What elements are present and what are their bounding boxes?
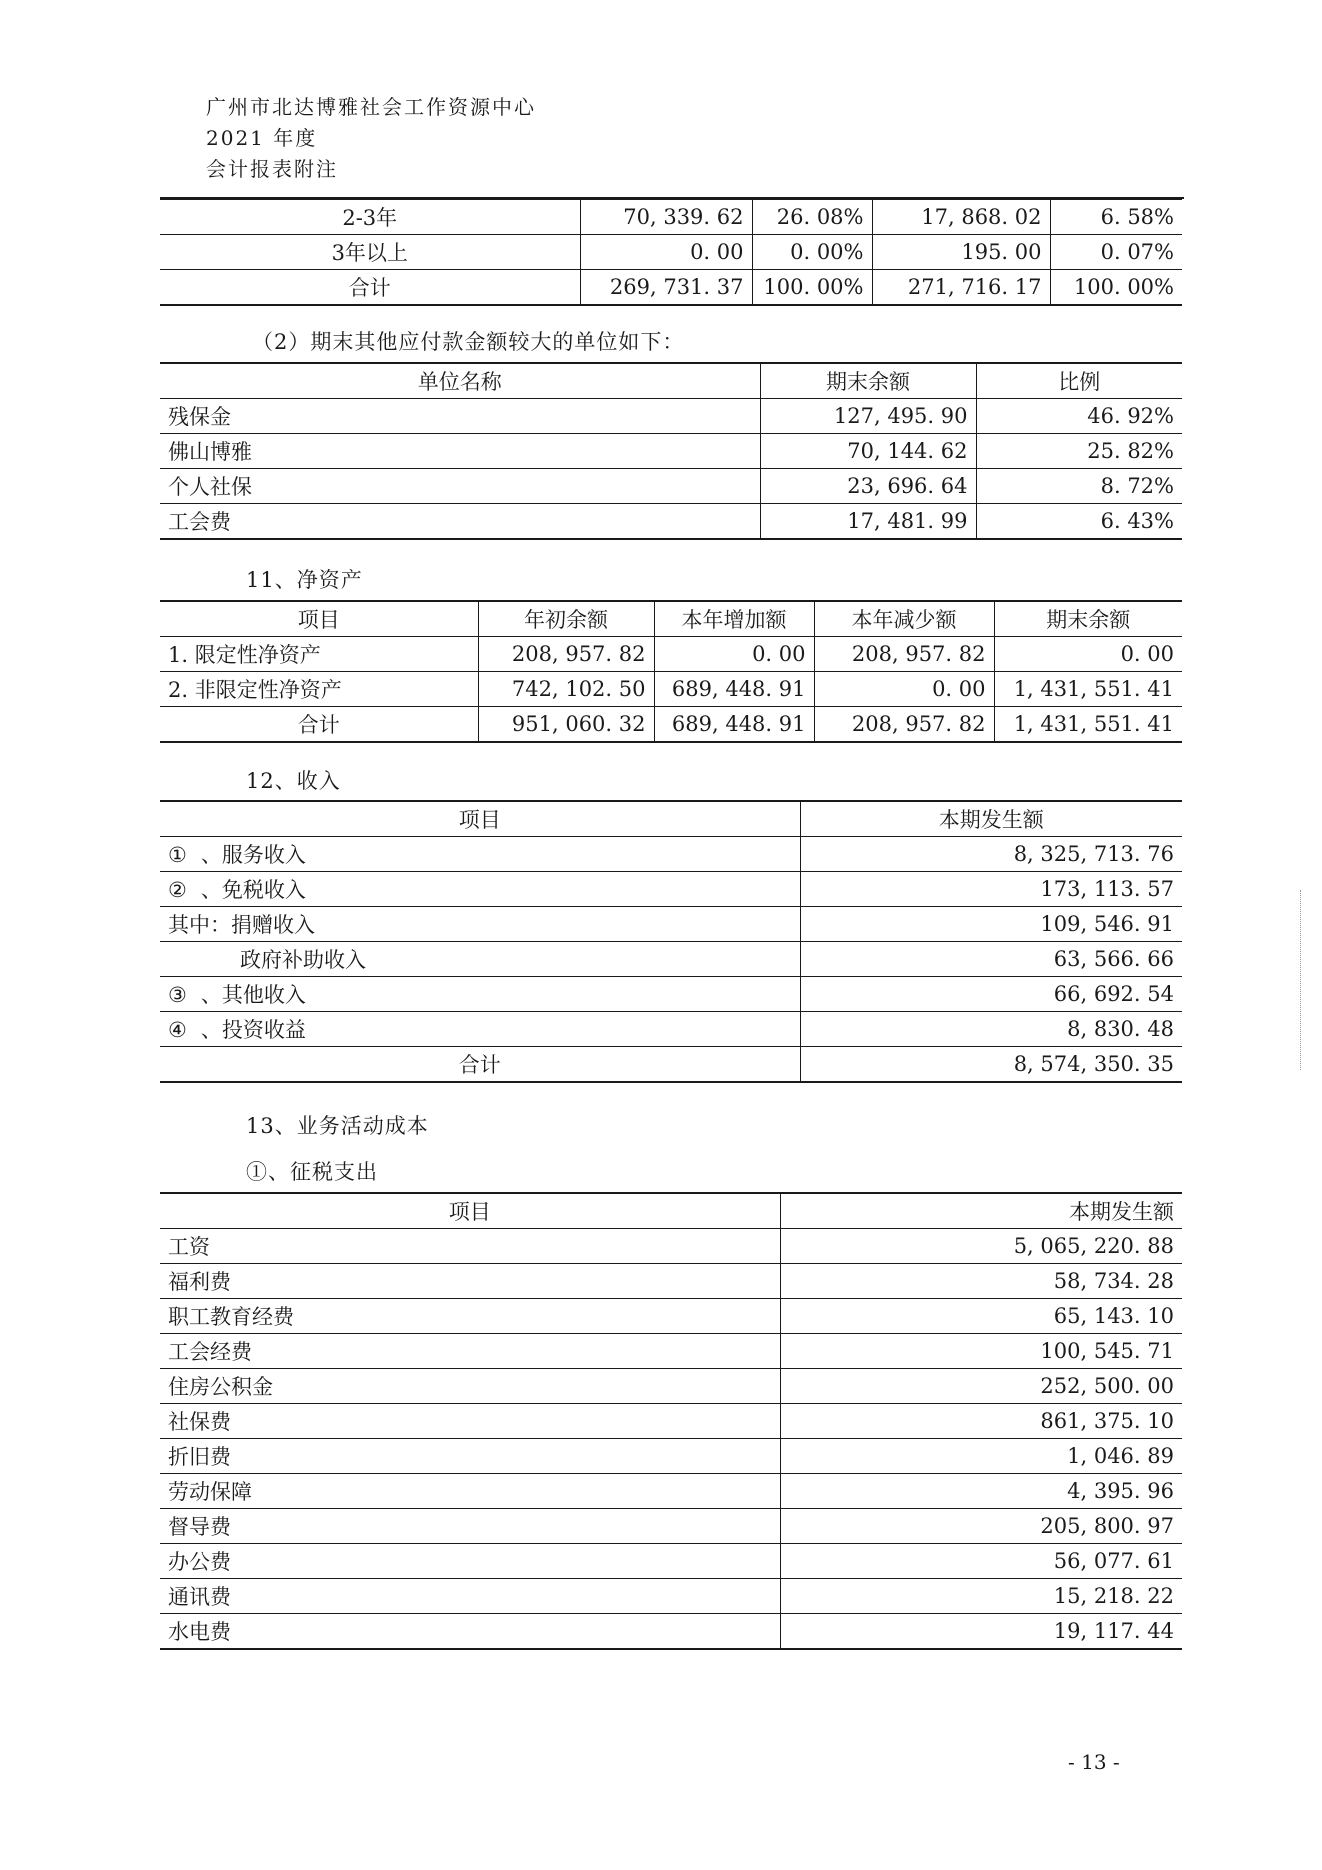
circled-number-3: ③ — [168, 983, 187, 1007]
costs-table — [160, 1192, 1182, 1650]
table-header-row: 项目 本期发生额 — [160, 801, 1182, 837]
income-table — [160, 800, 1182, 1083]
document-header — [206, 92, 536, 185]
table-row: 3年以上 0. 00 0. 00% 195. 00 0. 07% — [160, 235, 1182, 270]
table-row: 通讯费 15, 218. 22 — [160, 1579, 1182, 1614]
table-row: 工会费 17, 481. 99 6. 43% — [160, 504, 1182, 540]
table-row: 劳动保障 4, 395. 96 — [160, 1474, 1182, 1509]
aging-table — [160, 199, 1182, 306]
table-row: 水电费 19, 117. 44 — [160, 1614, 1182, 1650]
table-total-row: 合计 269, 731. 37 100. 00% 271, 716. 17 100. 00% — [160, 270, 1182, 306]
circled-number-4: ④ — [168, 1018, 187, 1042]
table-header-row: 项目 年初余额 本年增加额 本年减少额 期末余额 — [160, 601, 1182, 637]
income-heading: 12、收入 — [246, 769, 341, 793]
table-row: 2. 非限定性净资产 742, 102. 50 689, 448. 91 0. 00 1, 431, 551. 41 — [160, 672, 1182, 707]
table-row: 工资 5, 065, 220. 88 — [160, 1229, 1182, 1264]
table-row: 个人社保 23, 696. 64 8. 72% — [160, 469, 1182, 504]
table-total-row: 合计 8, 574, 350. 35 — [160, 1047, 1182, 1083]
table-row: 折旧费 1, 046. 89 — [160, 1439, 1182, 1474]
table-row: 住房公积金 252, 500. 00 — [160, 1369, 1182, 1404]
table-row: 政府补助收入 63, 566. 66 — [160, 942, 1182, 977]
table-row: 残保金 127, 495. 90 46. 92% — [160, 399, 1182, 434]
table-row: 1. 限定性净资产 208, 957. 82 0. 00 208, 957. 82 0. 00 — [160, 637, 1182, 672]
table-row: 其中：捐赠收入 109, 546. 91 — [160, 907, 1182, 942]
table-row: 工会经费 100, 545. 71 — [160, 1334, 1182, 1369]
binding-margin-mark — [1300, 890, 1315, 1070]
report-year: 2021 年度 — [206, 126, 318, 150]
costs-heading: 13、业务活动成本 — [246, 1114, 429, 1138]
net-assets-table — [160, 600, 1182, 743]
table-header-row: 项目 本期发生额 — [160, 1193, 1182, 1229]
table-row: ③ 、其他收入 66, 692. 54 — [160, 977, 1182, 1012]
table-row: 职工教育经费 65, 143. 10 — [160, 1299, 1182, 1334]
table-row: 社保费 861, 375. 10 — [160, 1404, 1182, 1439]
table-row: 办公费 56, 077. 61 — [160, 1544, 1182, 1579]
payables-table — [160, 362, 1182, 540]
org-name: 广州市北达博雅社会工作资源中心 — [206, 95, 536, 119]
net-assets-heading: 11、净资产 — [246, 568, 363, 592]
table-row: 督导费 205, 800. 97 — [160, 1509, 1182, 1544]
circled-number-2: ② — [168, 878, 187, 902]
table-row: ① 、服务收入 8, 325, 713. 76 — [160, 837, 1182, 872]
doc-title: 会计报表附注 — [206, 157, 338, 181]
table-row: ④ 、投资收益 8, 830. 48 — [160, 1012, 1182, 1047]
payables-heading: （2）期末其他应付款金额较大的单位如下： — [252, 330, 685, 354]
table-row: ② 、免税收入 173, 113. 57 — [160, 872, 1182, 907]
costs-subheading: ①、征税支出 — [246, 1160, 378, 1184]
table-row: 福利费 58, 734. 28 — [160, 1264, 1182, 1299]
page-number: - 13 - — [1068, 1750, 1120, 1774]
table-row: 2-3年 70, 339. 62 26. 08% 17, 868. 02 6. 58% — [160, 200, 1182, 235]
circled-number-1: ① — [168, 843, 187, 867]
table-header-row: 单位名称 期末余额 比例 — [160, 363, 1182, 399]
table-total-row: 合计 951, 060. 32 689, 448. 91 208, 957. 82 1, 431, 551. 41 — [160, 707, 1182, 743]
table-row: 佛山博雅 70, 144. 62 25. 82% — [160, 434, 1182, 469]
